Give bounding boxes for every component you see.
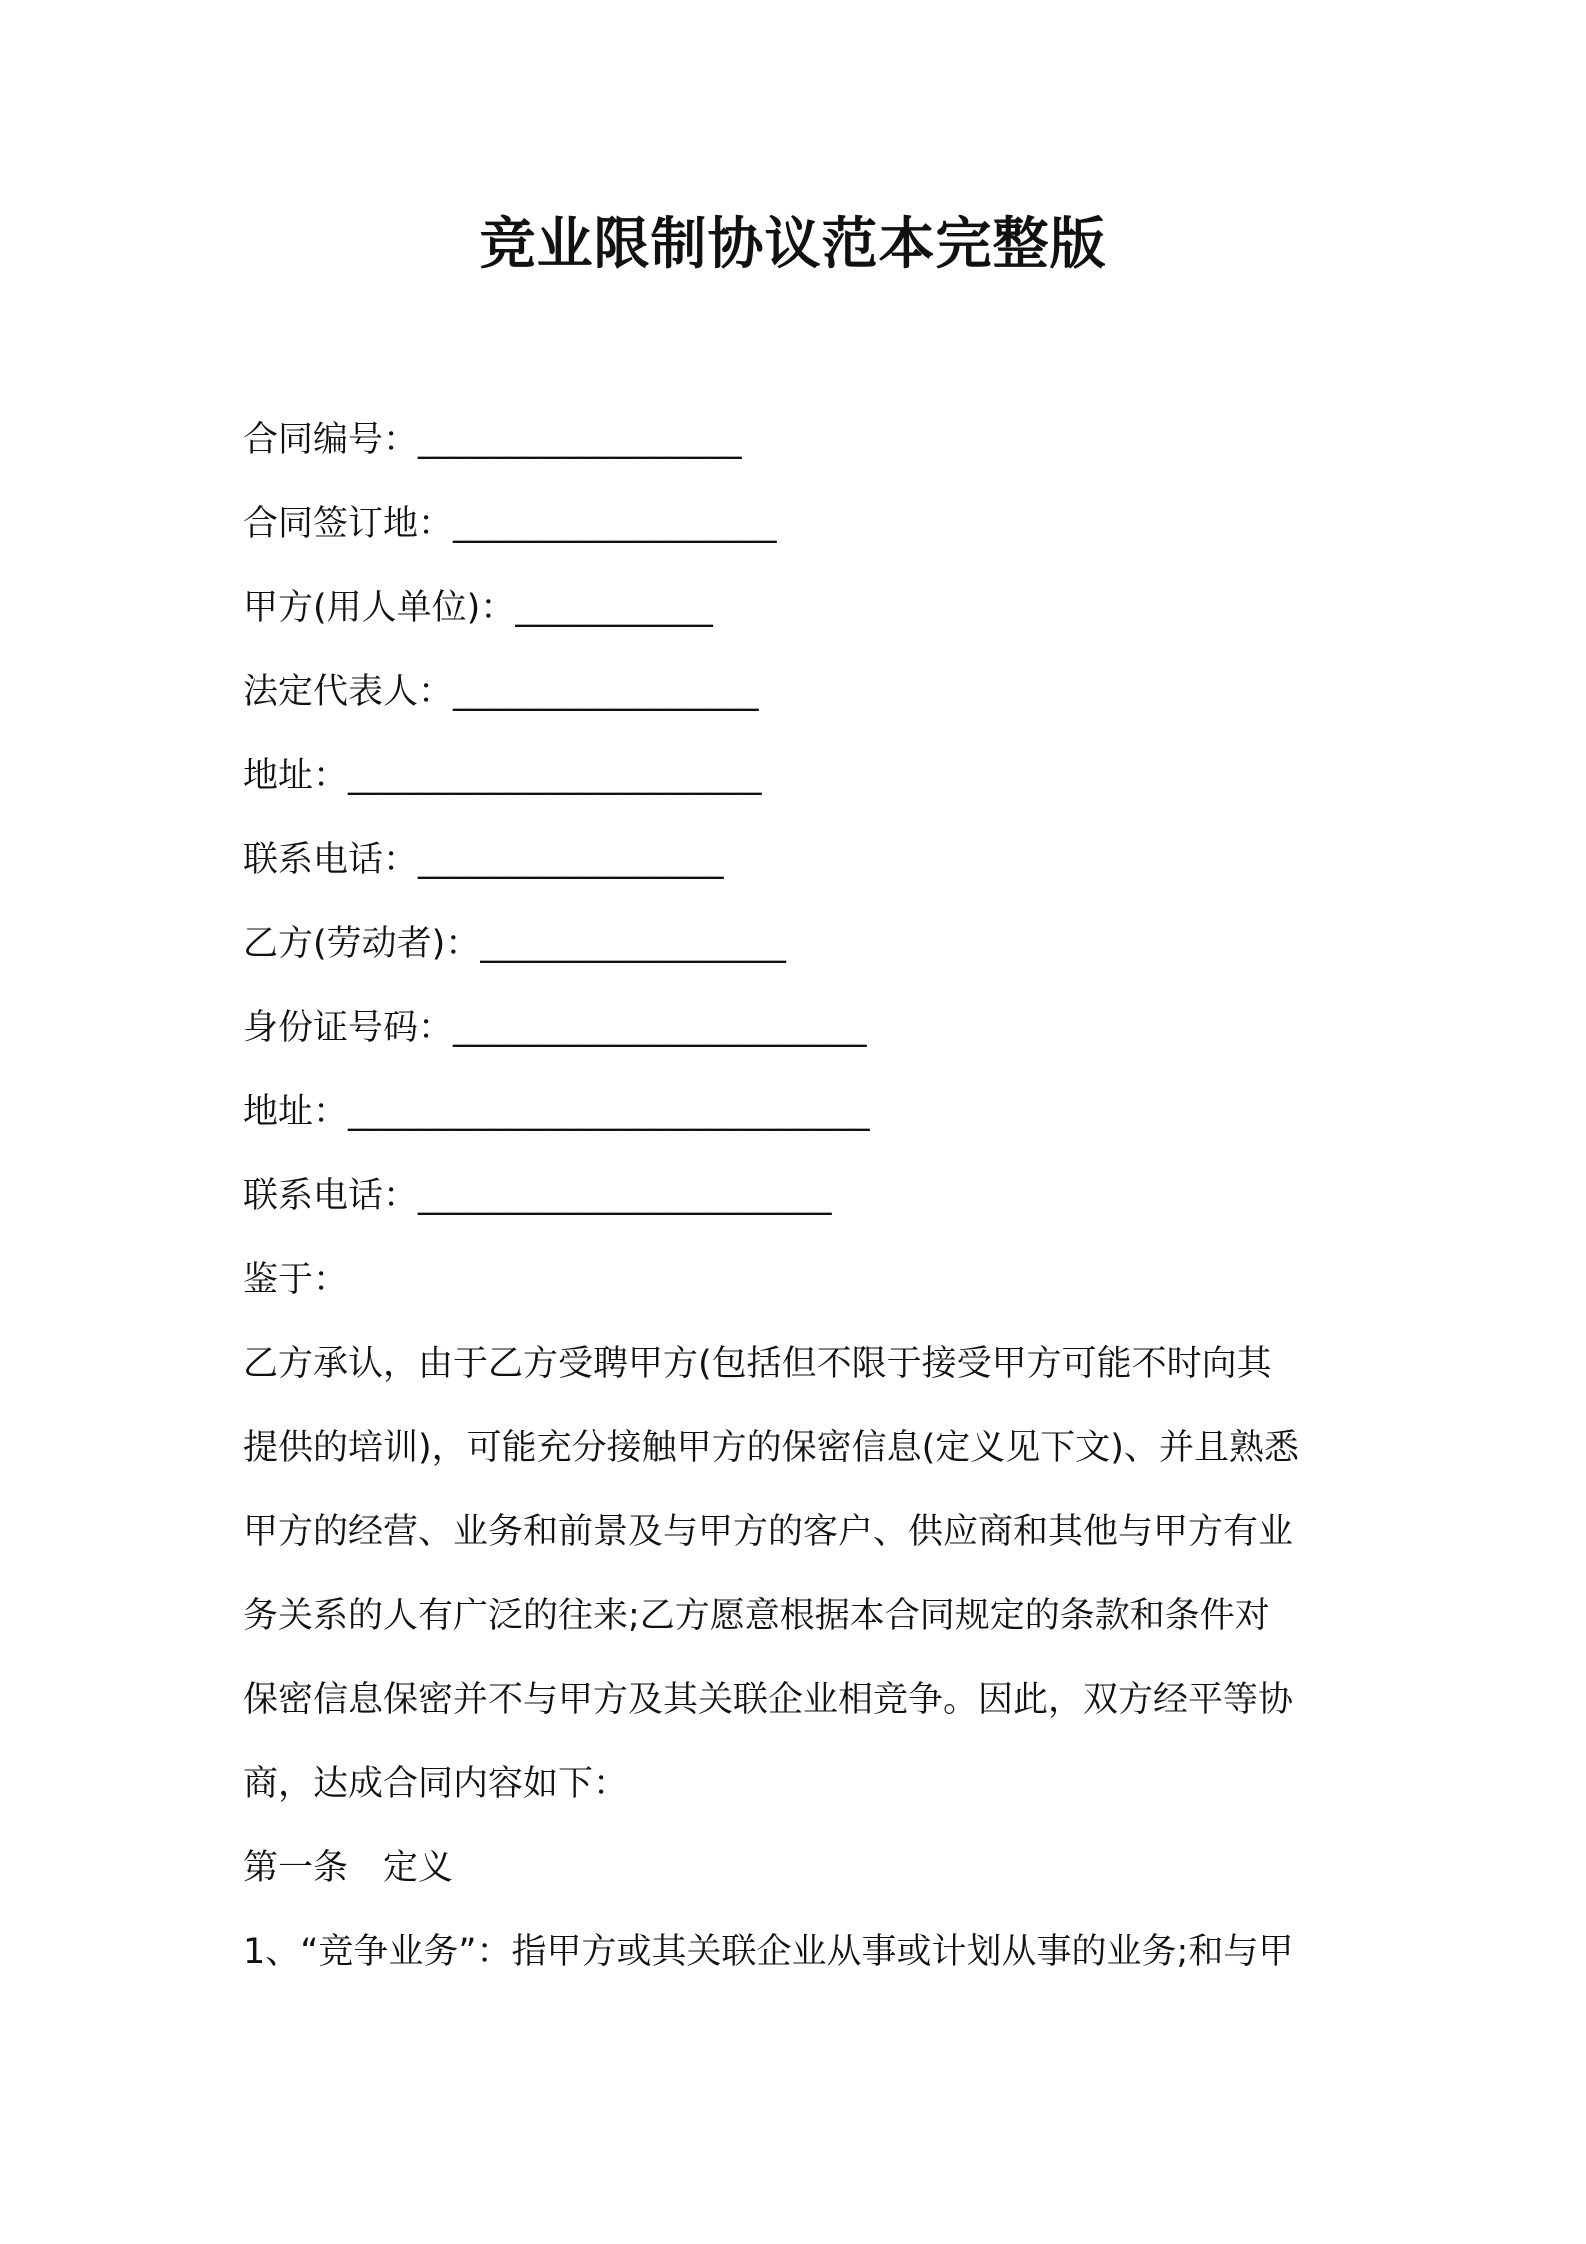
recital-line: 提供的培训)，可能充分接触甲方的保密信息(定义见下文)、并且熟悉: [243, 1428, 1299, 1468]
document-body: [243, 398, 1363, 1994]
recital-line: 商，达成合同内容如下：: [243, 1764, 629, 1804]
field-blank: _______________________: [453, 1008, 868, 1048]
field-legal-representative: [243, 650, 1363, 734]
field-label: 地址：: [243, 756, 349, 796]
field-blank: _______________________: [418, 1176, 833, 1216]
field-signing-place: [243, 482, 1363, 566]
field-blank: _________________: [453, 672, 760, 712]
recital-line: 乙方承认，由于乙方受聘甲方(包括但不限于接受甲方可能不时向其: [243, 1344, 1272, 1384]
field-label: 地址：: [243, 1092, 349, 1132]
document-title: 竞业限制协议范本完整版: [479, 212, 1107, 277]
field-label: 合同签订地：: [243, 504, 454, 544]
field-label: 联系电话：: [243, 1176, 419, 1216]
recital-line: 务关系的人有广泛的往来;乙方愿意根据本合同规定的条款和条件对: [243, 1596, 1270, 1636]
field-party-b-phone: [243, 1154, 1363, 1238]
field-party-b-address: [243, 1070, 1363, 1154]
field-party-b: [243, 902, 1363, 986]
field-blank: _________________: [480, 924, 787, 964]
field-blank: _______________________: [348, 756, 763, 796]
field-blank: _________________: [418, 840, 725, 880]
field-party-a-phone: [243, 818, 1363, 902]
field-blank: __________________: [453, 504, 778, 544]
field-contract-number: [243, 398, 1363, 482]
recital-line: 保密信息保密并不与甲方及其关联企业相竞争。因此，双方经平等协: [243, 1680, 1294, 1720]
field-blank: _____________________________: [348, 1092, 871, 1132]
field-label: 乙方(劳动者)：: [243, 924, 481, 964]
recital-paragraph: [243, 1322, 1363, 1826]
whereas-heading: 鉴于：: [243, 1260, 349, 1300]
article-1-heading: 第一条 定义: [243, 1848, 454, 1888]
field-party-a-address: [243, 734, 1363, 818]
field-blank: ___________: [515, 588, 714, 628]
field-label: 甲方(用人单位)：: [243, 588, 516, 628]
field-label: 合同编号：: [243, 420, 419, 460]
recital-line: 甲方的经营、业务和前景及与甲方的客户、供应商和其他与甲方有业: [243, 1512, 1294, 1552]
field-label: 法定代表人：: [243, 672, 454, 712]
field-label: 身份证号码：: [243, 1008, 454, 1048]
field-label: 联系电话：: [243, 840, 419, 880]
field-blank: __________________: [418, 420, 743, 460]
article-1-item-1: 1、“竞争业务”：指甲方或其关联企业从事或计划从事的业务;和与甲: [243, 1932, 1294, 1972]
field-id-number: [243, 986, 1363, 1070]
field-party-a: [243, 566, 1363, 650]
